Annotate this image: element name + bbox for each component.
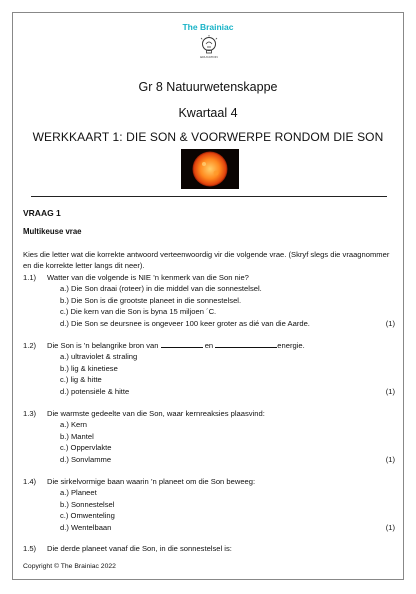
option-b: b.) Sonnestelsel (60, 499, 115, 509)
question-number: 1.2) (23, 341, 37, 350)
mark: (1) (385, 386, 395, 396)
brand-name: The Brainiac (182, 22, 234, 32)
worksheet-title: WERKKAART 1: DIE SON & VOORWERPE RONDOM DIE SON (32, 130, 384, 144)
option-a: a.) ultraviolet & straling (60, 352, 138, 362)
question-stem: Watter van die volgende is NIE ’n kenmerk van die Son nie? (47, 273, 249, 282)
question-1-5 (23, 543, 395, 555)
logo-caption: EDUCATION (200, 55, 218, 59)
grade-subject-title: Gr 8 Natuurwetenskappe (138, 80, 278, 94)
question-number: 1.5) (23, 544, 37, 553)
option-a: a.) Planeet (60, 488, 97, 498)
stem-part-1: Die Son is ’n belangrike bron van (47, 341, 159, 350)
option-a: a.) Die Son draai (roteer) in die middel van die sonnestelsel. (60, 284, 262, 294)
question-1-3 (23, 408, 395, 468)
question-number: 1.3) (23, 409, 37, 418)
section-heading: VRAAG 1 (23, 208, 61, 218)
mark: (1) (385, 454, 395, 464)
question-1-4 (23, 476, 395, 536)
stem-part-2: en (204, 341, 214, 350)
question-1-2 (23, 340, 395, 400)
term-title: Kwartaal 4 (178, 106, 238, 120)
option-b: b.) lig & kinetiese (60, 363, 118, 373)
section-subheading: Multikeuse vrae (23, 227, 82, 236)
question-number: 1.1) (23, 273, 37, 282)
sun-image (181, 149, 239, 189)
option-d: d.) Sonvlamme (60, 454, 112, 464)
option-a: a.) Kern (60, 420, 88, 430)
answer-blank-1[interactable] (161, 340, 203, 348)
question-1-1 (23, 272, 395, 332)
option-d: d.) Wentelbaan (60, 522, 112, 532)
option-c: c.) Die kern van die Son is byna 15 miljoen ´C. (60, 307, 217, 317)
question-number: 1.4) (23, 477, 37, 486)
worksheet-page (12, 12, 404, 580)
mark: (1) (385, 522, 395, 532)
question-stem: Die sirkelvormige baan waarin ’n planeet om die Son beweeg: (47, 477, 256, 486)
question-stem: Die warmste gedeelte van die Son, waar kernreaksies plaasvind: (47, 409, 265, 418)
copyright-footer: Copyright © The Brainiac 2022 (23, 563, 116, 570)
instructions: Kies die letter wat die korrekte antwoord verteenwoordig vir die volgende vrae. (Skryf slegs die vraagnommer en die korrekte letter langs dit neer). (23, 250, 390, 270)
stem-part-3: energie. (277, 341, 305, 350)
option-c: c.) Omwenteling (60, 511, 115, 521)
mark: (1) (385, 318, 395, 328)
question-stem: Die derde planeet vanaf die Son, in die sonnestelsel is: (47, 544, 232, 553)
answer-blank-2[interactable] (215, 340, 277, 348)
option-d: d.) Die Son se deursnee is ongeveer 100 keer groter as dié van die Aarde. (60, 318, 310, 328)
lightbulb-logo (196, 34, 222, 60)
option-b: b.) Mantel (60, 431, 94, 441)
option-d: d.) potensiële & hitte (60, 386, 130, 396)
question-stem (47, 340, 305, 351)
divider (31, 196, 387, 197)
option-c: c.) lig & hitte (60, 375, 102, 385)
option-c: c.) Oppervlakte (60, 443, 112, 453)
option-b: b.) Die Son is die grootste planeet in die sonnestelsel. (60, 295, 242, 305)
